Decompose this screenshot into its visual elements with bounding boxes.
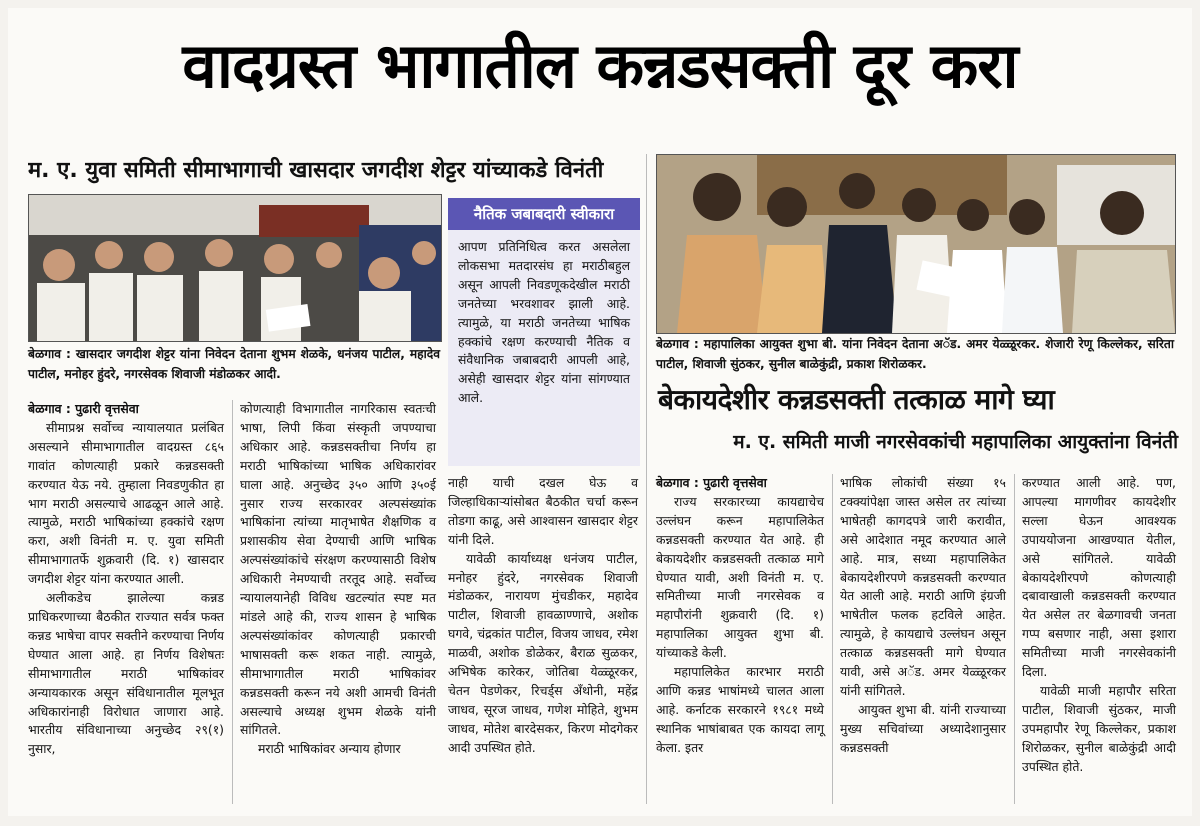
sidebar-box-text: आपण प्रतिनिधित्व करत असलेला लोकसभा मतदारसंघ हा मराठीबहुल असून आपली निवडणूकदेखील मराठी जनतेच्या भरवशावर झाली आहे. त्यामुळे, या मराठी जनतेच्या भाषिक हक्कांचे रक्षण करण्याची नैतिक व संवैधानिक जबाबदारी आपली आहे, असेही खासदार शेट्टर यांना सांगण्यात आले. bbox=[458, 239, 630, 406]
story2-headline: बेकायदेशीर कन्नडसक्ती तत्काळ मागे घ्या bbox=[658, 383, 1055, 416]
story2-col2-paragraph: आयुक्त शुभा बी. यांनी राज्याच्या मुख्य सचिवांच्या अध्यादेशानुसार कन्नडसक्ती bbox=[840, 701, 1006, 755]
story1-column-2 bbox=[240, 400, 436, 759]
story2-column-2 bbox=[840, 474, 1006, 758]
story2-subheadline: म. ए. समिती माजी नगरसेवकांची महापालिका आयुक्तांना विनंती bbox=[733, 431, 1178, 453]
main-headline: वादग्रस्त भागातील कन्नडसक्ती दूर करा bbox=[182, 29, 1018, 102]
column-divider bbox=[232, 400, 233, 804]
column-divider bbox=[1014, 474, 1015, 804]
story2-col1-paragraph: महापालिकेत कारभार मराठी आणि कन्नड भाषांमध्ये चालत आला आहे. कर्नाटक सरकारने १९८१ मध्ये स्थानिक भाषांबाबत एक कायदा लागू केला. इतर bbox=[656, 664, 824, 755]
story1-col1-paragraph: अलीकडेच झालेल्या कन्नड प्राधिकरणाच्या बैठकीत राज्यात सर्वत्र फक्त कन्नड भाषेचा वापर सक्तीने करण्याचा निर्णय घेण्यात आला आहे. हा निर्णय विशेषतः सीमाभागातील मराठी भाषिकांवर अन्यायकारक असून संविधानातील मूलभूत अधिकारांनाही विरोधात जाणारा आहे. भारतीय संविधानाच्या अनुच्छेद २९(१) नुसार, bbox=[28, 590, 224, 757]
story-divider bbox=[646, 154, 647, 804]
story1-subheadline: म. ए. युवा समिती सीमाभागाची खासदार जगदीश शेट्टर यांच्याकडे विनंती bbox=[28, 158, 604, 183]
story1-col2-paragraph: कोणत्याही विभागातील नागरिकास स्वतःची भाषा, लिपी किंवा संस्कृती जपण्याचा अधिकार आहे. कन्नडसक्तीचा निर्णय हा मराठी भाषिकांच्या भाषिक अधिकारांवर घाला आहे. अनुच्छेद ३५० आणि ३५०ई नुसार राज्य सरकारवर अल्पसंख्यांक भाषिकांना त्यांच्या मातृभाषेत शैक्षणिक व प्रशासकीय सेवा देण्याची आणि भाषिक अल्पसंख्यांकांचे संरक्षण करण्यासाठी विशेष अधिकारी नेमण्याची तरतूद आहे. सर्वोच्च न्यायालयानेही विविध खटल्यांत स्पष्ट मत मांडले आहे की, राज्य शासन हे भाषिक अल्पसंख्यांकांवर कोणत्याही प्रकारची भाषासक्ती करू शकत नाही. त्यामुळे, सीमाभागातील मराठी भाषिकांवर कन्नडसक्ती करून नये अशी आमची विनंती असल्याचे अध्यक्ष शुभम शेळके यांनी सांगितले. bbox=[240, 401, 436, 738]
newspaper-page bbox=[8, 8, 1192, 816]
story1-col3-paragraph: यावेळी कार्याध्यक्ष धनंजय पाटील, मनोहर हुंदरे, नगरसेवक शिवाजी मंडोळकर, नारायण मुंचडीकर, महादेव पाटील, शिवाजी हावळाण्णाचे, अशोक घगवे, चंद्रकांत पाटील, विजय जाधव, रमेश माळवी, अशोक डोळेकर, बैराळ सुळकर, अभिषेक कारेकर, जोतिबा येळ्ळूरकर, चेतन पेडणेकर, रिचर्ड्स अँथोनी, महेंद्र जाधव, सूरज जाधव, गणेश मोहिते, शुभम जाधव, मोतेश बारदेसकर, किरण मोदगेकर आदी उपस्थित होते. bbox=[448, 550, 638, 755]
story1-photo bbox=[28, 194, 442, 342]
story1-column-3 bbox=[448, 474, 638, 758]
story2-col3-paragraph: करण्यात आली आहे. पण, आपल्या मागणीवर कायदेशीर सल्ला घेऊन आवश्यक उपाययोजना आखण्यात येतील, असे सांगितले. यावेळी बेकायदेशीरपणे कोणत्याही दबावाखाली कन्नडसक्ती करण्यात येत असेल तर बेळगावची जनता गप्प बसणार नाही, असा इशारा समितीच्या माजी नगरसेवकांनी दिला. bbox=[1022, 475, 1176, 680]
story1-col2-paragraph: मराठी भाषिकांवर अन्याय होणार bbox=[258, 741, 401, 757]
story1-column-1 bbox=[28, 400, 224, 759]
sidebar-box-title: नैतिक जबाबदारी स्वीकारा bbox=[448, 198, 640, 230]
story1-dateline: बेळगाव : पुढारी वृत्तसेवा bbox=[28, 401, 139, 416]
story1-photo-caption: बेळगाव : खासदार जगदीश शेट्टर यांना निवेदन देताना शुभम शेळके, धनंजय पाटील, महादेव पाटील, मनोहर हुंदरे, नगरसेवक शिवाजी मंडोळकर आदी. bbox=[28, 347, 440, 381]
story1-col1-paragraph: सीमाप्रश्न सर्वोच्च न्यायालयात प्रलंबित असल्याने सीमाभागातील वादग्रस्त ८६५ गावांत कोणत्याही प्रकारे कन्नडसक्ती करण्यात येऊ नये. तुम्हाला निवडणुकीत हा भाग मराठी असल्याचे आढळून आले आहे. त्यामुळे, मराठी भाषिकांच्या हक्कांचे रक्षण करा, अशी विनंती म. ए. युवा समिती सीमाभागातर्फे शुक्रवारी (दि. १) खासदार जगदीश शेट्टर यांना करण्यात आली. bbox=[28, 419, 224, 587]
story2-col1-paragraph: राज्य सरकारच्या कायद्याचेच उल्लंघन करून महापालिकेत कन्नडसक्ती करण्यात येत आहे. ही बेकायदेशीर कन्नडसक्ती तत्काळ मागे घेण्यात यावी, अशी विनंती म. ए. समितीच्या माजी नगरसेवक व महापौरांनी शुक्रवारी (दि. १) महापालिका आयुक्त शुभा बी. यांच्याकडे केली. bbox=[656, 493, 824, 661]
story2-column-1 bbox=[656, 474, 824, 758]
story2-photo bbox=[656, 154, 1176, 334]
column-divider bbox=[832, 474, 833, 804]
story2-col2-paragraph: भाषिक लोकांची संख्या १५ टक्क्यांपेक्षा जास्त असेल तर त्यांच्या भाषेतही कागदपत्रे जारी करावीत, असे आदेशात नमूद करण्यात आले आहे. मात्र, सध्या महापालिकेत बेकायदेशीरपणे कन्नडसक्ती करण्यात येत आली आहे. मराठी आणि इंग्रजी भाषेतील फलक हटविले आहेत. त्यामुळे, हे कायद्याचे उल्लंघन असून तत्काळ कन्नडसक्ती मागे घेण्यात यावी, असे अॅड. अमर येळ्ळूरकर यांनी सांगितले. bbox=[840, 475, 1006, 698]
sidebar-box bbox=[448, 198, 640, 466]
story2-dateline: बेळगाव : पुढारी वृत्तसेवा bbox=[656, 475, 767, 490]
story1-col3-paragraph: नाही याची दखल घेऊ व जिल्हाधिकाऱ्यांसोबत बैठकीत चर्चा करून तोडगा काढू, असे आश्वासन खासदार शेट्टर यांनी दिले. bbox=[448, 475, 638, 547]
story2-col3-paragraph: यावेळी माजी महापौर सरिता पाटील, शिवाजी सुंठकर, माजी उपमहापौर रेणू किल्लेकर, प्रकाश शिरोळकर, सुनील बाळेकुंद्री आदी उपस्थित होते. bbox=[1022, 682, 1176, 774]
story2-photo-caption: बेळगाव : महापालिका आयुक्त शुभा बी. यांना निवेदन देताना अॅड. अमर येळ्ळूरकर. शेजारी रेणू किल्लेकर, सरिता पाटील, शिवाजी सुंठकर, सुनील बाळेकुंद्री, प्रकाश शिरोळकर. bbox=[656, 337, 1174, 371]
story2-column-3 bbox=[1022, 474, 1176, 777]
